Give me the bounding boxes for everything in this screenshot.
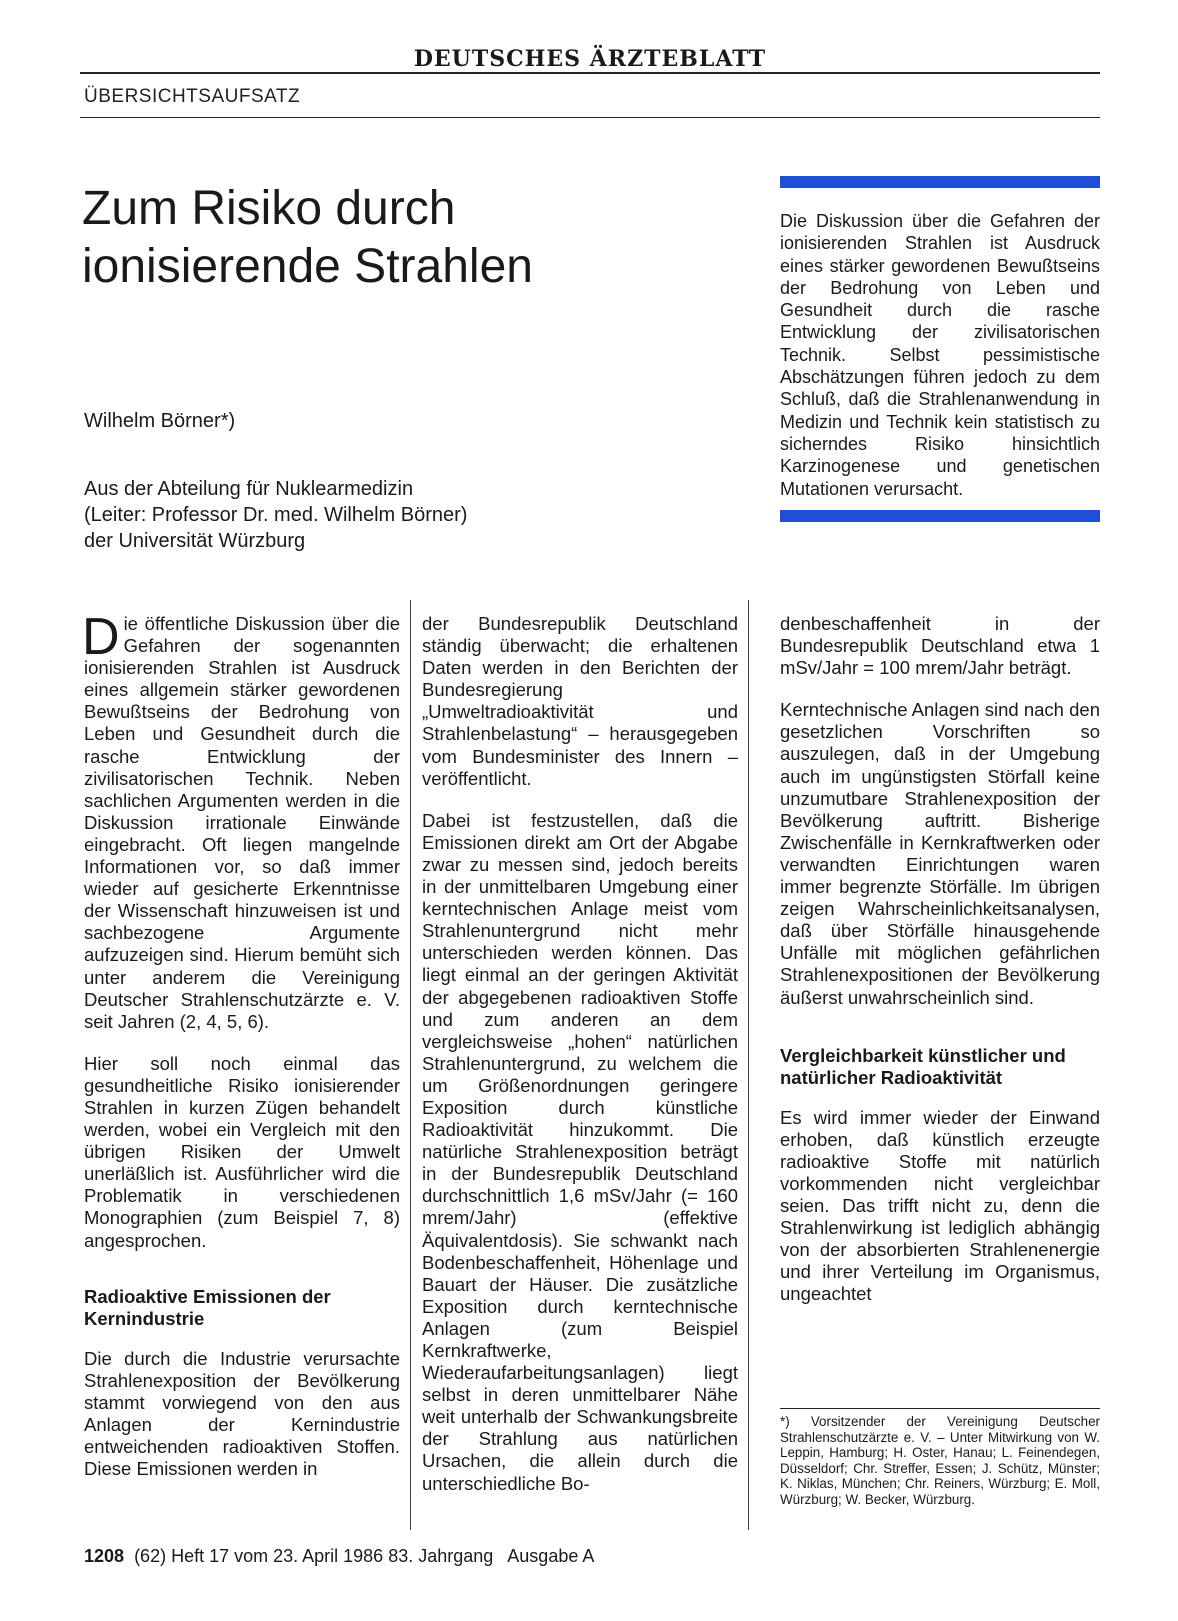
column-divider — [410, 600, 411, 1530]
abstract-text: Die Diskussion über die Gefahren der ionisierenden Strahlen ist Ausdruck eines stärker gewordenen Bewußtseins der Bedrohung von Leben und Gesundheit durch die rasche Entwicklung der zivilisatorischen Technik. Selbst pessimistische Abschätzungen führen jedoch zu dem Schluß, daß die Strahlenanwendung in Medizin und Technik kein statistisch zu sicherndes Risiko hinsichtlich Karzinogenese und genetischen Mutationen verursacht. — [780, 211, 1100, 499]
abstract-bottom-bar — [780, 510, 1100, 522]
paragraph-text: ie öffentliche Diskussion über die Gefahren der sogenannten ionisierenden Strahlen ist Ausdruck eines allgemein stärker gewordenen Bewußtseins der Bedrohung von Leben und Gesundheit durch die rasche Entwicklung der zivilisatorischen Technik. Neben sachlichen Argumenten werden in die Diskussion irrationale Einwände eingebracht. Oft liegen mangelnde Informationen vor, so daß immer wieder auf gesicherte Erkenntnisse der Wissenschaft hinzuweisen ist und sachbezogene Argumente aufzuzeigen sind. Hierum bemüht sich unter anderem die Vereinigung Deutscher Strahlenschutzärzte e. V. seit Jahren (2, 4, 5, 6). — [84, 613, 400, 1032]
body-column-2 — [422, 613, 738, 1515]
author-affiliation — [84, 476, 584, 554]
body-column-3 — [780, 613, 1100, 1325]
header-rule — [80, 117, 1100, 118]
section-label: ÜBERSICHTSAUFSATZ — [84, 86, 301, 107]
affiliation-line: Aus der Abteilung für Nuklearmedizin — [84, 478, 414, 500]
section-heading: Vergleichbarkeit künstlicher und natürlicher Radioaktivität — [780, 1044, 1066, 1088]
issue-info: (62) Heft 17 vom 23. April 1986 83. Jahrgang Ausgabe A — [134, 1546, 595, 1566]
journal-masthead: DEUTSCHES ÄRZTEBLATT — [80, 46, 1100, 74]
body-paragraph: denbeschaffenheit in der Bundesrepublik Deutschland etwa 1 mSv/Jahr = 100 mrem/Jahr beträgt. — [780, 613, 1100, 679]
affiliation-line: (Leiter: Professor Dr. med. Wilhelm Börner) — [84, 504, 468, 526]
page-number: 1208 — [84, 1546, 125, 1566]
column-divider — [748, 600, 749, 1530]
body-paragraph: der Bundesrepublik Deutschland ständig überwacht; die erhaltenen Daten werden in den Berichten der Bundesregierung „Umweltradioaktivität und Strahlenbelastung“ – herausgegeben vom Bundesminister des Innern – veröffentlicht. — [422, 613, 738, 789]
drop-cap: D — [82, 608, 120, 666]
body-paragraph: Dabei ist festzustellen, daß die Emissionen direkt am Ort der Abgabe zwar zu messen sind, jedoch bereits in der unmittelbaren Umgebung einer kerntechnischen Anlage meist vom Strahlenuntergrund nicht mehr unterschieden werden können. Das liegt einmal an der geringen Aktivität der abgegebenen radioaktiven Stoffe und zum anderen an dem vergleichsweise „hohen“ natürlichen Strahlenuntergrund, zu welchem die um Größenordnungen geringere Exposition durch künstliche Radioaktivität hinzukommt. Die natürliche Strahlenexposition beträgt in der Bundesrepublik Deutschland durchschnittlich 1,6 mSv/Jahr (= 160 mrem/Jahr) (effektive Äquivalentdosis). Sie schwankt nach Bodenbeschaffenheit, Höhenlage und Bauart der Häuser. Die zusätzliche Exposition durch kerntechnische Anlagen (zum Beispiel Kernkraftwerke, Wiederaufarbeitungsanlagen) liegt selbst in deren unmittelbarer Nähe weit unterhalb der Schwankungsbreite der Strahlung aus natürlichen Ursachen, die allein durch die unterschiedliche Bo- — [422, 809, 738, 1494]
body-paragraph: Es wird immer wieder der Einwand erhoben, daß künstlich erzeugte radioaktive Stoffe mit natürlich vorkommenden nicht vergleichbar seien. Das trifft nicht zu, denn die Strahlenwirkung ist lediglich abhängig von der absorbierten Strahlenenergie und ihrer Verteilung im Organismus, ungeachtet — [780, 1106, 1100, 1305]
author-footnote: *) Vorsitzender der Vereinigung Deutscher Strahlenschutzärzte e. V. – Unter Mitwirkung von W. Leppin, Hamburg; H. Oster, Hanau; L. Feinendegen, Düsseldorf; Chr. Streffer, Essen; J. Schütz, Münster; K. Niklas, München; Chr. Reiners, Würzburg; E. Moll, Würzburg; W. Becker, Würzburg. — [780, 1408, 1100, 1508]
page-footer — [84, 1546, 594, 1567]
article-author: Wilhelm Börner*) — [84, 410, 236, 432]
body-paragraph: Hier soll noch einmal das gesundheitliche Risiko ionisierender Strahlen in kurzen Zügen behandelt werden, wobei ein Vergleich mit den übrigen Risiken der Umwelt unerläßlich ist. Ausführlicher wird die Problematik in verschiedenen Monographien (zum Beispiel 7, 8) angesprochen. — [84, 1052, 400, 1251]
body-paragraph — [82, 608, 400, 1033]
body-column-1 — [82, 608, 400, 1500]
section-heading: Radioaktive Emissionen der Kernindustrie — [84, 1285, 331, 1329]
affiliation-line: der Universität Würzburg — [84, 530, 306, 552]
article-title: Zum Risiko durch ionisierende Strahlen — [82, 182, 533, 293]
abstract-top-bar — [780, 176, 1100, 188]
body-paragraph: Die durch die Industrie verursachte Strahlenexposition der Bevölkerung stammt vorwiegend von den aus Anlagen der Kernindustrie entweichenden radioaktiven Stoffen. Diese Emissionen werden in — [84, 1347, 400, 1480]
body-paragraph: Kerntechnische Anlagen sind nach den gesetzlichen Vorschriften so auszulegen, daß in der Umgebung auch im ungünstigsten Störfall keine unzumutbare Strahlenexposition der Bevölkerung auftritt. Bisherige Zwischenfälle in Kernkraftwerken oder verwandten Einrichtungen waren immer begrenzte Störfälle. Im übrigen zeigen Wahrscheinlichkeitsanalysen, daß über Störfälle hinausgehende Unfälle mit möglichen gefährlichen Strahlenexpositionen der Bevölkerung äußerst unwahrscheinlich sind. — [780, 699, 1100, 1008]
